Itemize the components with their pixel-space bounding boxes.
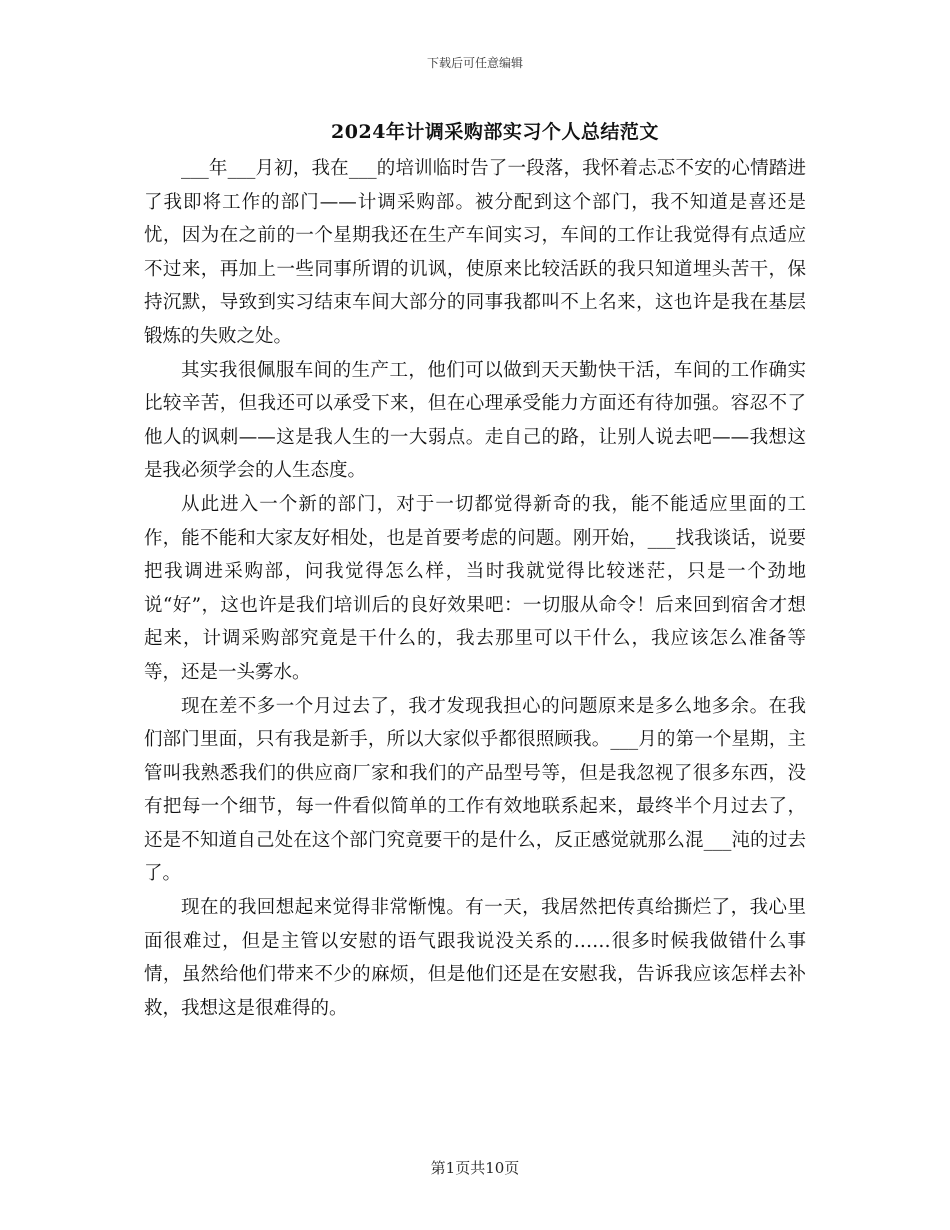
document-title: 2024年计调采购部实习个人总结范文 [331,121,659,143]
paragraph-1: ___年___月初，我在___的培训临时告了一段落，我怀着忐忑不安的心情踏进了我即将工作的部门——计调采购部。被分配到这个部门，我不知道是喜还是忧，因为在之前的一个星期我还在生产车间实习，车间的工作让我觉得有点适应不过来，再加上一些同事所谓的讥讽，使原来比较活跃的我只知道埋头苦干，保持沉默，导致到实习结束车间大部分的同事我都叫不上名来，这也许是我在基层锻炼的失败之处。 [144,158,806,347]
paragraph-2: 其实我很佩服车间的生产工，他们可以做到天天勤快干活，车间的工作确实比较辛苦，但我还可以承受下来，但在心理承受能力方面还有待加强。容忍不了他人的讽刺——这是我人生的一大弱点。走自己的路，让别人说去吧——我想这是我必须学会的人生态度。 [144,359,806,482]
paragraph-4: 现在差不多一个月过去了，我才发现我担心的问题原来是多么地多余。在我们部门里面，只有我是新手，所以大家似乎都很照顾我。___月的第一个星期，主管叫我熟悉我们的供应商厂家和我们的产品型号等，但是我忽视了很多东西，没有把每一个细节，每一件看似简单的工作有效地联系起来，最终半个月过去了，还是不知道自己处在这个部门究竟要干的是什么，反正感觉就那么混___沌的过去了。 [144,695,806,885]
page-number-footer: 第1页共10页 [430,1159,520,1177]
paragraph-5: 现在的我回想起来觉得非常惭愧。有一天，我居然把传真给撕烂了，我心里面很难过，但是主管以安慰的语气跟我说没关系的……很多时候我做错什么事情，虽然给他们带来不少的麻烦，但是他们还是在安慰我，告诉我应该怎样去补救，我想这是很难得的。 [144,897,806,1019]
document-body [144,152,806,1025]
header-note: 下载后可任意编辑 [426,56,523,70]
paragraph-3: 从此进入一个新的部门，对于一切都觉得新奇的我，能不能适应里面的工作，能不能和大家友好相处，也是首要考虑的问题。刚开始，___找我谈话，说要把我调进采购部，问我觉得怎么样，当时我就觉得比较迷茫，只是一个劲地说“好”，这也许是我们培训后的良好效果吧：一切服从命令！后来回到宿舍才想起来，计调采购部究竟是干什么的，我去那里可以干什么，我应该怎么准备等等，还是一头雾水。 [144,493,806,683]
